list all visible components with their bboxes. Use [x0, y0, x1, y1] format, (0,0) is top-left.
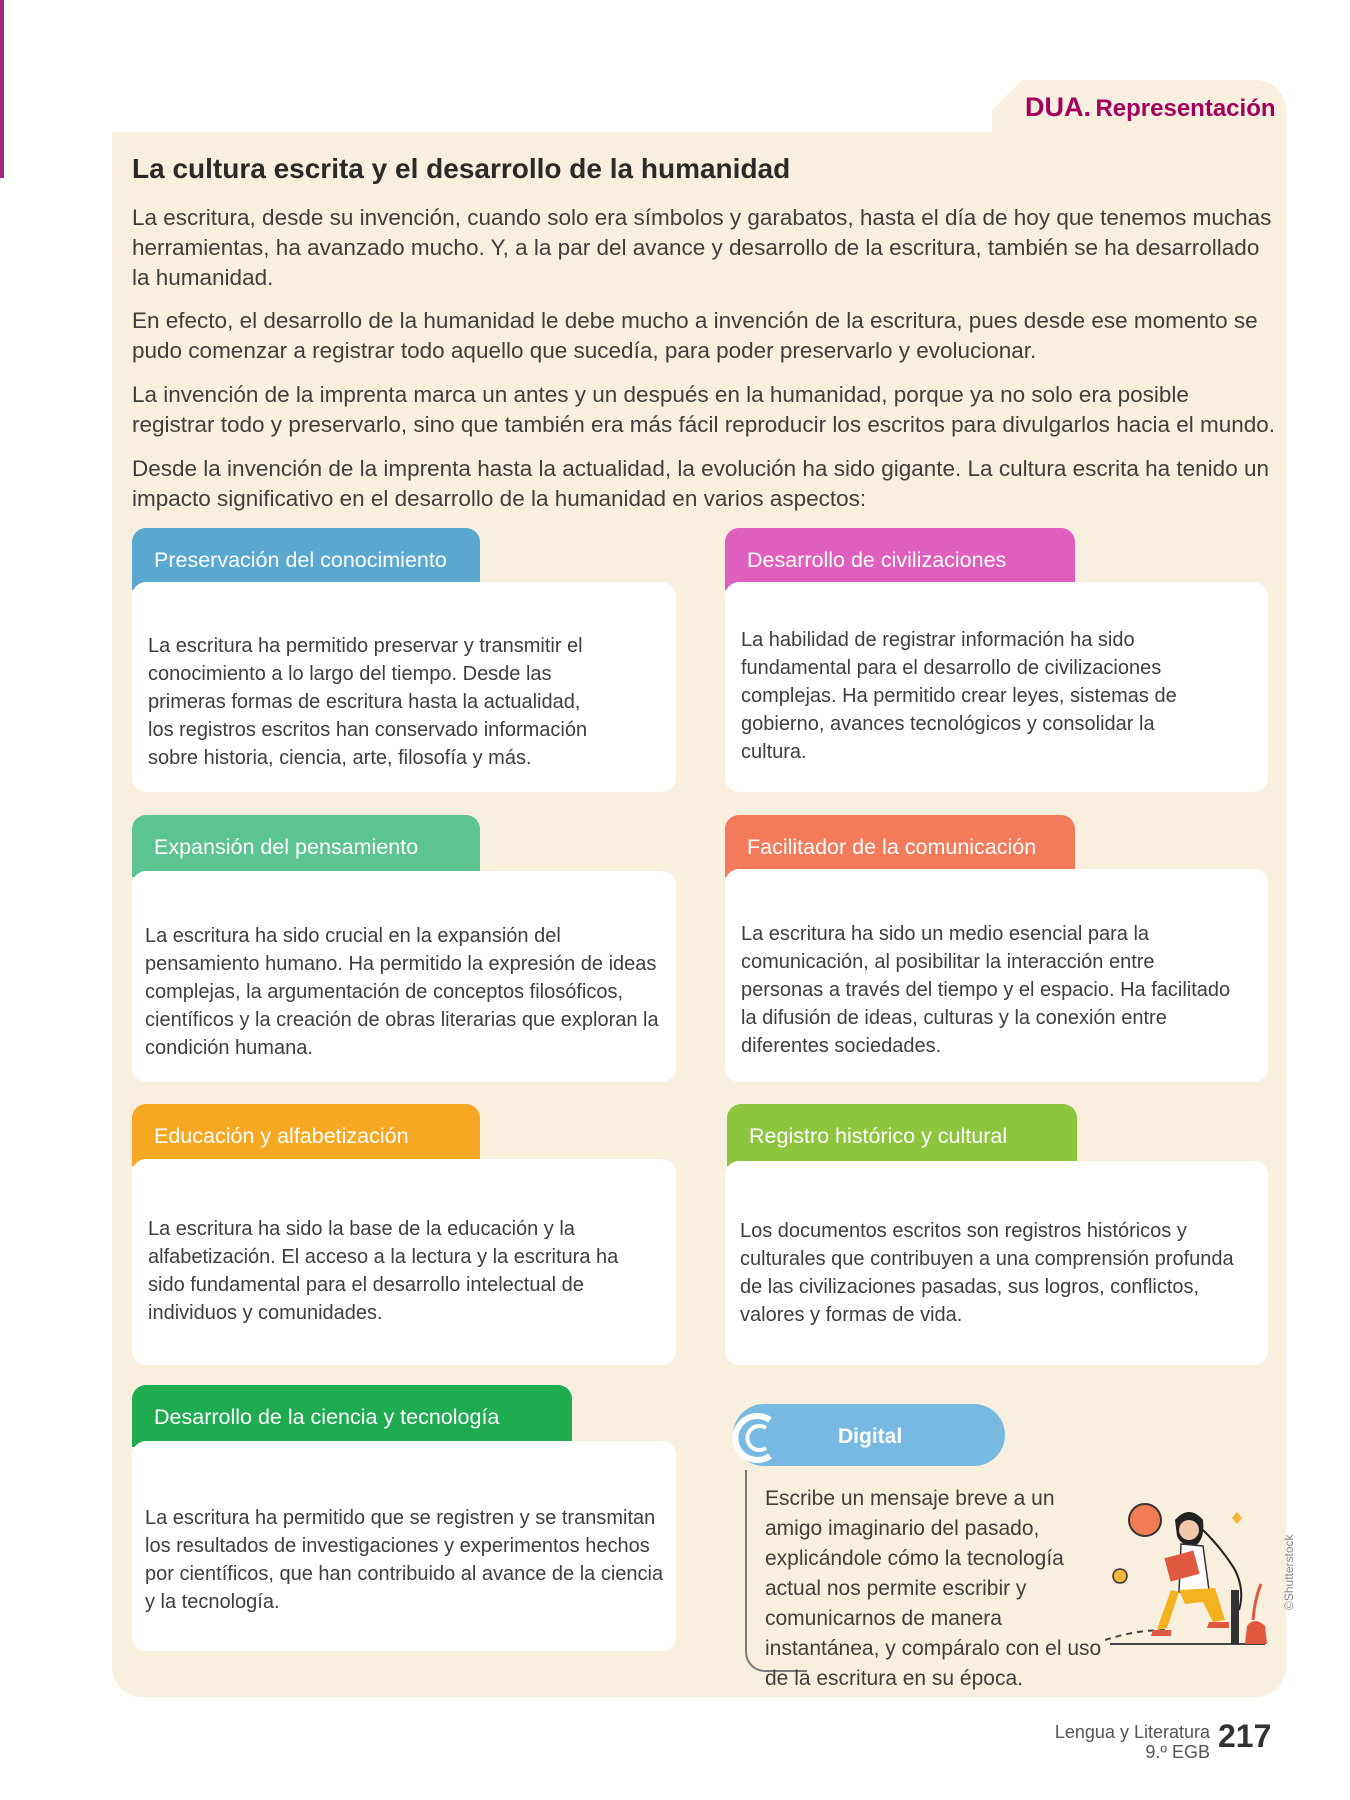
- card-tab-educacion: Educación y alfabetización: [132, 1104, 480, 1166]
- panel-notch: [112, 80, 992, 132]
- card-text-registro: Los documentos escritos son registros históricos y culturales que contribuyen a una comprensión profunda de las civilizaciones pasadas, sus logros, conflictos, valores y formas de vida.: [740, 1220, 1234, 1326]
- card-tab-registro: Registro histórico y cultural: [727, 1104, 1077, 1166]
- digital-label: Digital: [838, 1425, 903, 1448]
- card-text-civilizaciones: La habilidad de registrar información ha sido fundamental para el desarrollo de civilizaciones complejas. Ha permitido crear leyes, sistemas de gobierno, avances tecnológicos y consolidar la cultura.: [741, 629, 1177, 763]
- card-text-ciencia: La escritura ha permitido que se registren y se transmitan los resultados de investigaciones y experimentos hechos por científicos, que han contribuido al avance de la ciencia y la tecnología.: [145, 1507, 664, 1613]
- image-credit: ©Shutterstock: [1282, 1534, 1296, 1610]
- dua-abbrev: DUA.: [1025, 92, 1091, 122]
- digital-activity-text: Escribe un mensaje breve a un amigo imaginario del pasado, explicándole cómo la tecnología actual nos permite escribir y comunicarnos de manera instantánea, y compáralo con el uso de la escritura en su época.: [765, 1487, 1102, 1690]
- reading-girl-illustration: [1105, 1480, 1275, 1650]
- panel-notch-corner: [970, 80, 1022, 132]
- card-text-preservacion: La escritura ha permitido preservar y transmitir el conocimiento a lo largo del tiempo. Desde las primeras formas de escritura hasta la actualidad, los registros escritos han conservado información sobre historia, ciencia, arte, filosofía y más.: [148, 635, 588, 769]
- grade-level: 9.º EGB: [1145, 1742, 1210, 1762]
- card-tab-comunicacion: Facilitador de la comunicación: [725, 815, 1075, 877]
- left-accent-bar: [0, 0, 4, 178]
- page-number: 217: [1218, 1718, 1272, 1754]
- dua-label: [1025, 92, 1276, 123]
- paragraph-3: La invención de la imprenta marca un antes y un después en la humanidad, porque ya no solo era posible registrar todo y preservarlo, sino que también era más fácil reproducir los escritos para divulgarlos hacia el mundo.: [132, 382, 1276, 437]
- subject-name: Lengua y Literatura: [1054, 1722, 1210, 1742]
- digital-c-icon: [730, 1412, 778, 1464]
- card-text-pensamiento: La escritura ha sido crucial en la expansión del pensamiento humano. Ha permitido la expresión de ideas complejas, la argumentación de conceptos filosóficos, científicos y la creación de obras literarias que exploran la condición humana.: [145, 925, 659, 1059]
- card-text-comunicacion: La escritura ha sido un medio esencial para la comunicación, al posibilitar la interacción entre personas a través del tiempo y el espacio. Ha facilitado la difusión de ideas, culturas y la conexión entre diferentes sociedades.: [741, 923, 1231, 1057]
- card-tab-pensamiento: Expansión del pensamiento: [132, 815, 480, 877]
- card-tab-preservacion: Preservación del conocimiento: [132, 528, 480, 590]
- card-tab-civilizaciones: Desarrollo de civilizaciones: [725, 528, 1075, 590]
- section-title: La cultura escrita y el desarrollo de la humanidad: [132, 153, 791, 184]
- footer-subject: [1010, 1722, 1210, 1762]
- dua-type: Representación: [1095, 95, 1276, 122]
- paragraph-4: Desde la invención de la imprenta hasta la actualidad, la evolución ha sido gigante. La cultura escrita ha tenido un impacto significativo en el desarrollo de la humanidad en varios aspectos:: [132, 456, 1269, 511]
- card-tab-ciencia: Desarrollo de la ciencia y tecnología: [132, 1385, 572, 1447]
- card-text-educacion: La escritura ha sido la base de la educación y la alfabetización. El acceso a la lectura y la escritura ha sido fundamental para el desarrollo intelectual de individuos y comunidades.: [148, 1218, 619, 1324]
- paragraph-1: La escritura, desde su invención, cuando solo era símbolos y garabatos, hasta el día de hoy que tenemos muchas herramientas, ha avanzado mucho. Y, a la par del avance y desarrollo de la escritura, también se ha desarrollado la humanidad.: [132, 205, 1272, 290]
- paragraph-2: En efecto, el desarrollo de la humanidad le debe mucho a invención de la escritura, pues desde ese momento se pudo comenzar a registrar todo aquello que sucedía, para poder preservarlo y evolucionar.: [132, 308, 1258, 363]
